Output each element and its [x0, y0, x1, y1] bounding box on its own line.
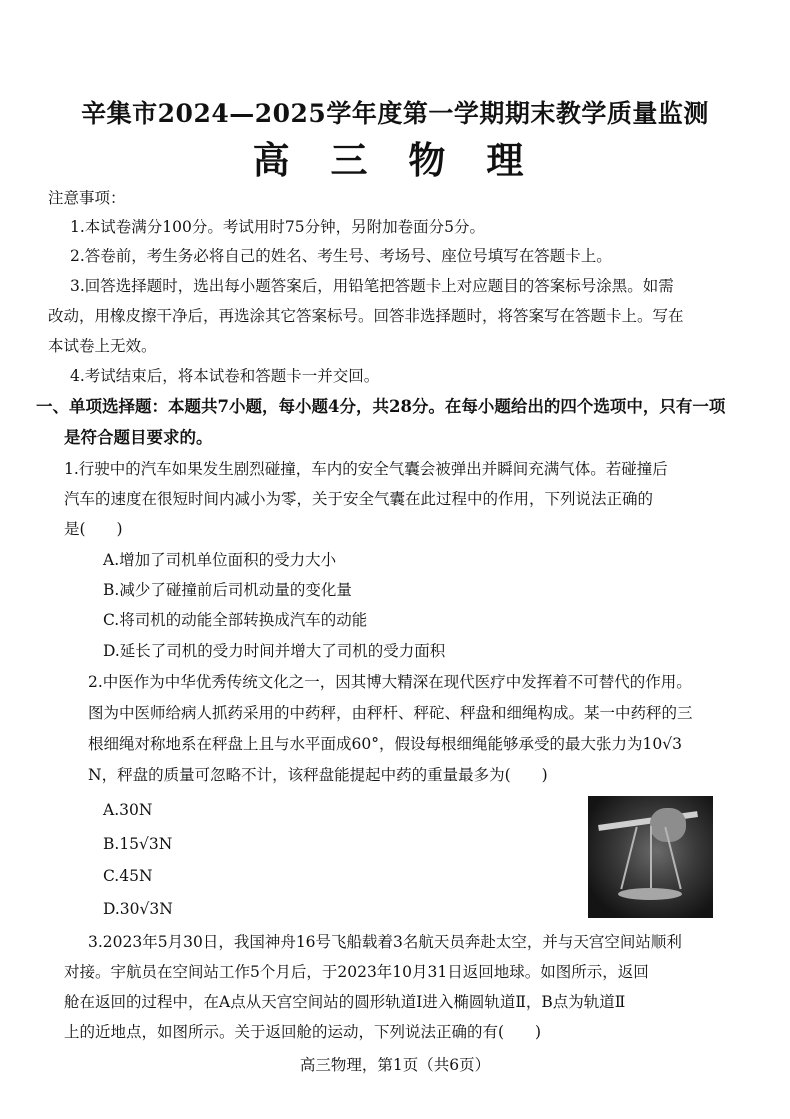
exam-title: 辛集市2024—2025学年度第一学期期末教学质量监测 [81, 99, 709, 128]
question-3-stem: 3.2023年5月30日，我国神舟16号飞船载着3名航天员奔赴太空，并与天宫空间站顺利 [88, 933, 682, 951]
notice-item: 3.回答选择题时，选出每小题答案后，用铅笔把答题卡上对应题目的答案标号涂黑。如需 [70, 277, 674, 295]
question-2-option-a: A.30N [103, 801, 153, 819]
question-1-option-a: A.增加了司机单位面积的受力大小 [103, 551, 337, 569]
notice-item: 1.本试卷满分100分。考试用时75分钟，另附加卷面分5分。 [70, 218, 485, 236]
question-2-stem: 2.中医作为中华优秀传统文化之一，因其博大精深在现代医疗中发挥着不可替代的作用。 [88, 673, 692, 691]
notice-item: 改动，用橡皮擦干净后，再选涂其它答案标号。回答非选择题时，将答案写在答题卡上。写在 [48, 307, 684, 325]
section-heading: 一、单项选择题：本题共7小题，每小题4分，共28分。在每小题给出的四个选项中，只有一项 [36, 397, 726, 416]
question-3-stem: 舱在返回的过程中，在A点从天宫空间站的圆形轨道Ⅰ进入椭圆轨道Ⅱ，B点为轨道Ⅱ [64, 993, 626, 1011]
notice-item: 本试卷上无效。 [48, 337, 157, 355]
subject-title: 高 三 物 理 [252, 138, 538, 182]
notice-item: 2.答卷前，考生务必将自己的姓名、考生号、考场号、座位号填写在答题卡上。 [70, 247, 612, 265]
scale-cord [620, 827, 637, 890]
notice-heading: 注意事项： [48, 189, 126, 207]
question-2-option-b: B.15√3N [103, 835, 173, 853]
question-2-stem: N，秤盘的质量可忽略不计，该秤盘能提起中药的重量最多为( ) [88, 766, 548, 784]
question-2-option-c: C.45N [103, 867, 153, 885]
question-2-stem: 图为中医师给病人抓药采用的中药秤，由秤杆、秤砣、秤盘和细绳构成。某一中药秤的三 [88, 704, 693, 722]
scale-pan [618, 888, 682, 900]
question-1-stem: 1.行驶中的汽车如果发生剧烈碰撞，车内的安全气囊会被弹出并瞬间充满气体。若碰撞后 [64, 460, 668, 478]
question-1-stem: 汽车的速度在很短时间内减小为零，关于安全气囊在此过程中的作用，下列说法正确的 [64, 490, 654, 508]
question-1-option-b: B.减少了碰撞前后司机动量的变化量 [103, 581, 352, 599]
question-1-option-c: C.将司机的动能全部转换成汽车的动能 [103, 611, 368, 629]
section-heading-cont: 是符合题目要求的。 [64, 428, 213, 447]
herbal-scale-photo [588, 796, 713, 918]
notice-item: 4.考试结束后，将本试卷和答题卡一并交回。 [70, 367, 380, 385]
question-2-option-d: D.30√3N [103, 900, 173, 918]
question-1-stem: 是( ) [64, 520, 123, 538]
question-2-stem: 根细绳对称地系在秤盘上且与水平面成60°，假设每根细绳能够承受的最大张力为10√3 [88, 735, 682, 753]
page-footer: 高三物理，第1页（共6页） [299, 1056, 491, 1074]
question-3-stem: 上的近地点，如图所示。关于返回舱的运动，下列说法正确的有( ) [64, 1023, 542, 1041]
question-3-stem: 对接。宇航员在空间站工作5个月后，于2023年10月31日返回地球。如图所示，返回 [64, 963, 649, 981]
question-1-option-d: D.延长了司机的受力时间并增大了司机的受力面积 [103, 642, 446, 660]
scale-cord [650, 826, 652, 890]
